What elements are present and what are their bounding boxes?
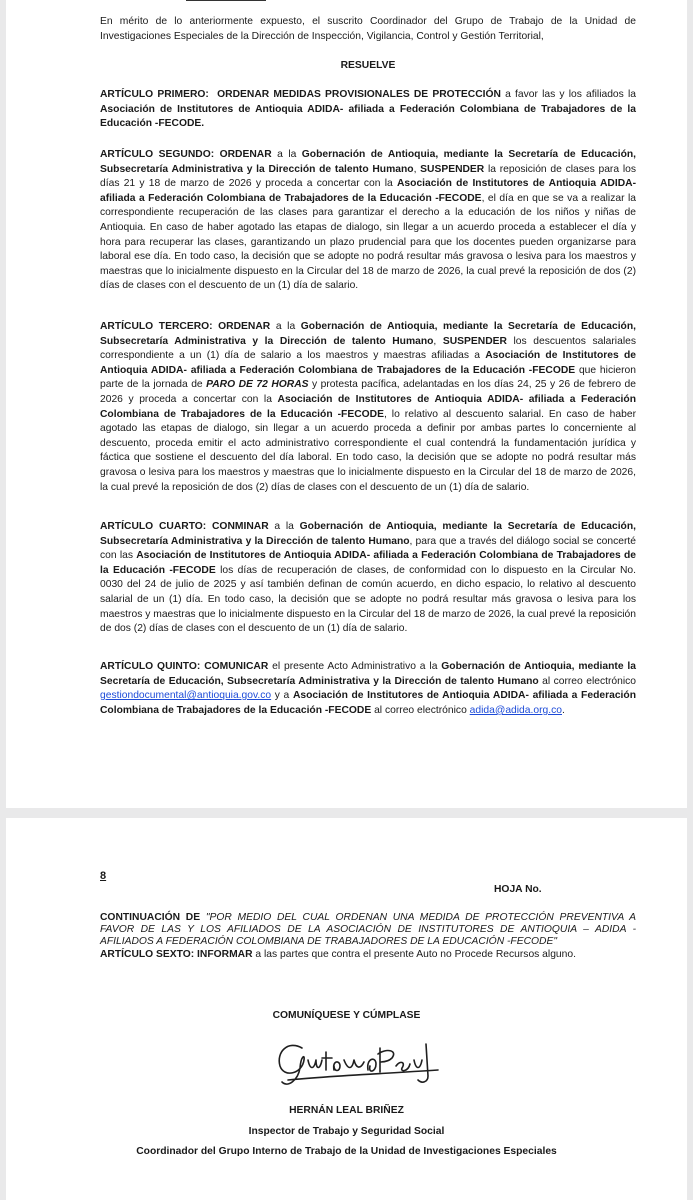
article-fifth: ARTÍCULO QUINTO: COMUNICAR el presente Acto Administrativo a la Gobernación de Antioquia, mediante la Secretaría de Educación, Subsecretaría Administrativa y la Dirección de talento Humano al correo electrónico gestiondocumental@antioquia.gov.co y a Asociación de Institutores de Antioquia ADIDA- afiliada a Federación Colombiana de Trabajadores de la Educación -FECODE al correo electrónico adida@adida.org.co. — [100, 661, 637, 716]
continuation-block: CONTINUACIÓN DE "POR MEDIO DEL CUAL ORDENAN UNA MEDIDA DE PROTECCIÓN PREVENTIVA A FAVOR DE LAS Y LOS AFILIADOS DE LA ASOCIACIÓN DE INSTITUTORES DE ANTIOQUIA – ADIDA - AFILIADOS A FEDERACIÓN COLOMBIANA DE TRABAJADORES DE LA EDUCACIÓN -FECODE" ARTÍCULO SEXTO: INFORMAR a las partes que contra el presente Auto no Procede Recursos alguno. — [100, 912, 637, 960]
closing-formula: COMUNÍQUESE Y CÚMPLASE — [272, 1010, 421, 1021]
intro-paragraph: En mérito de lo anteriormente expuesto, el suscrito Coordinador del Grupo de Trabajo de la Unidad de Investigaciones Especiales de la Dirección de Inspección, Vigilancia, Control y Gestión Territorial, — [100, 16, 636, 42]
email-link-adida[interactable]: adida@adida.org.co — [469, 704, 562, 716]
signature-image — [268, 1030, 448, 1092]
document-page-2 — [6, 818, 687, 1200]
resuelve-heading: RESUELVE — [340, 60, 396, 71]
signer-title: Inspector de Trabajo y Seguridad Social — [248, 1126, 445, 1137]
document-page-1 — [6, 0, 687, 808]
article-fourth: ARTÍCULO CUARTO: CONMINAR a la Gobernación de Antioquia, mediante la Secretaría de Educación, Subsecretaría Administrativa y la Dirección de talento Humano, para que a través del diálogo social se concerté con las Asociación de Institutores de Antioquia ADIDA- afiliada a Federación Colombiana de Trabajadores de la Educación -FECODE los días de recuperación de clases, de conformidad con lo dispuesto en la Circular No. 0030 del 24 de julio de 2025 y así también definan de común acuerdo, en dicho espacio, lo relativo al descuento salarial de un (1) día. En todo caso, la decisión que se adopte no podrá resultar más gravosa o lesiva para los maestros y maestras que lo inicialmente dispuesto en la Circular del 18 de marzo de 2026, la cual prevé la reposición de dos (2) días de clases con el descuento de un (1) día de salario. — [100, 521, 637, 635]
email-link-gobernacion[interactable]: gestiondocumental@antioquia.gov.co — [100, 690, 272, 702]
article-second: ARTÍCULO SEGUNDO: ORDENAR a la Gobernación de Antioquia, mediante la Secretaría de Educación, Subsecretaría Administrativa y la Dirección de talento Humano, SUSPENDER la reposición de clases para los días 21 y 18 de marzo de 2026 y proceda a concertar con la Asociación de Institutores de Antioquia ADIDA- afiliada a Federación Colombiana de Trabajadores de la Educación -FECODE, el día en que se va a realizar la correspondiente recuperación de las clases para garantizar el derecho a la educación de los niños y niñas de Antioquia. En caso de haber agotado las etapas de dialogo, sin llegar a un acuerdo proceda a establecer el día y hora para recuperar las clases, garantizando un plazo prudencial para que los docentes pueden organizarse para laboral ese día. En todo caso, la decisión que se adopte no podrá resultar más gravosa o lesiva para los maestros y maestras que lo inicialmente dispuesto en la Circular del 18 de marzo de 2026, la cual prevé la reposición de dos (2) días de clases con el descuento de un (1) día de salario. — [100, 149, 637, 292]
article-first: ARTÍCULO PRIMERO: ORDENAR MEDIDAS PROVISIONALES DE PROTECCIÓN a favor las y los afiliados la Asociación de Institutores de Antioquia ADIDA- afiliada a Federación Colombiana de Trabajadores de la Educación -FECODE. — [100, 89, 636, 130]
signer-role: Coordinador del Grupo Interno de Trabajo de la Unidad de Investigaciones Especiales — [136, 1146, 557, 1157]
signer-name: HERNÁN LEAL BRIÑEZ — [289, 1105, 404, 1116]
page-number: 8 — [100, 870, 107, 882]
hoja-label: HOJA No. — [494, 884, 542, 895]
article-third: ARTÍCULO TERCERO: ORDENAR a la Gobernación de Antioquia, mediante la Secretaría de Educación, Subsecretaría Administrativa y la Dirección de talento Humano, SUSPENDER los descuentos salariales correspondiente a un (1) día de salario a los maestros y maestras afiliadas a Asociación de Institutores de Antioquia ADIDA- afiliada a Federación Colombiana de Trabajadores de la Educación -FECODE que hicieron parte de la jornada de PARO DE 72 HORAS y protesta pacífica, adelantadas en los días 24, 25 y 26 de febrero de 2026 y proceda a concertar con la Asociación de Institutores de Antioquia ADIDA- afiliada a Federación Colombiana de Trabajadores de la Educación -FECODE, lo relativo al descuento salarial. En caso de haber agotado las etapas de dialogo, sin llegar a un acuerdo proceda a definir por ambas partes lo concerniente al descuento, proceda emitir el acto administrativo correspondiente el cual contendrá la fundamentación jurídica y fáctica que sostiene el descuento del día laboral. En todo caso, la decisión que se adopte no podrá resultar más gravosa o lesiva para los maestros y maestras que lo inicialmente dispuesto en la Circular del 18 de marzo de 2026, la cual prevé la reposición de dos (2) días de clases con el descuento de un (1) día de salario. — [100, 321, 637, 493]
page-top-rule — [186, 0, 266, 3]
